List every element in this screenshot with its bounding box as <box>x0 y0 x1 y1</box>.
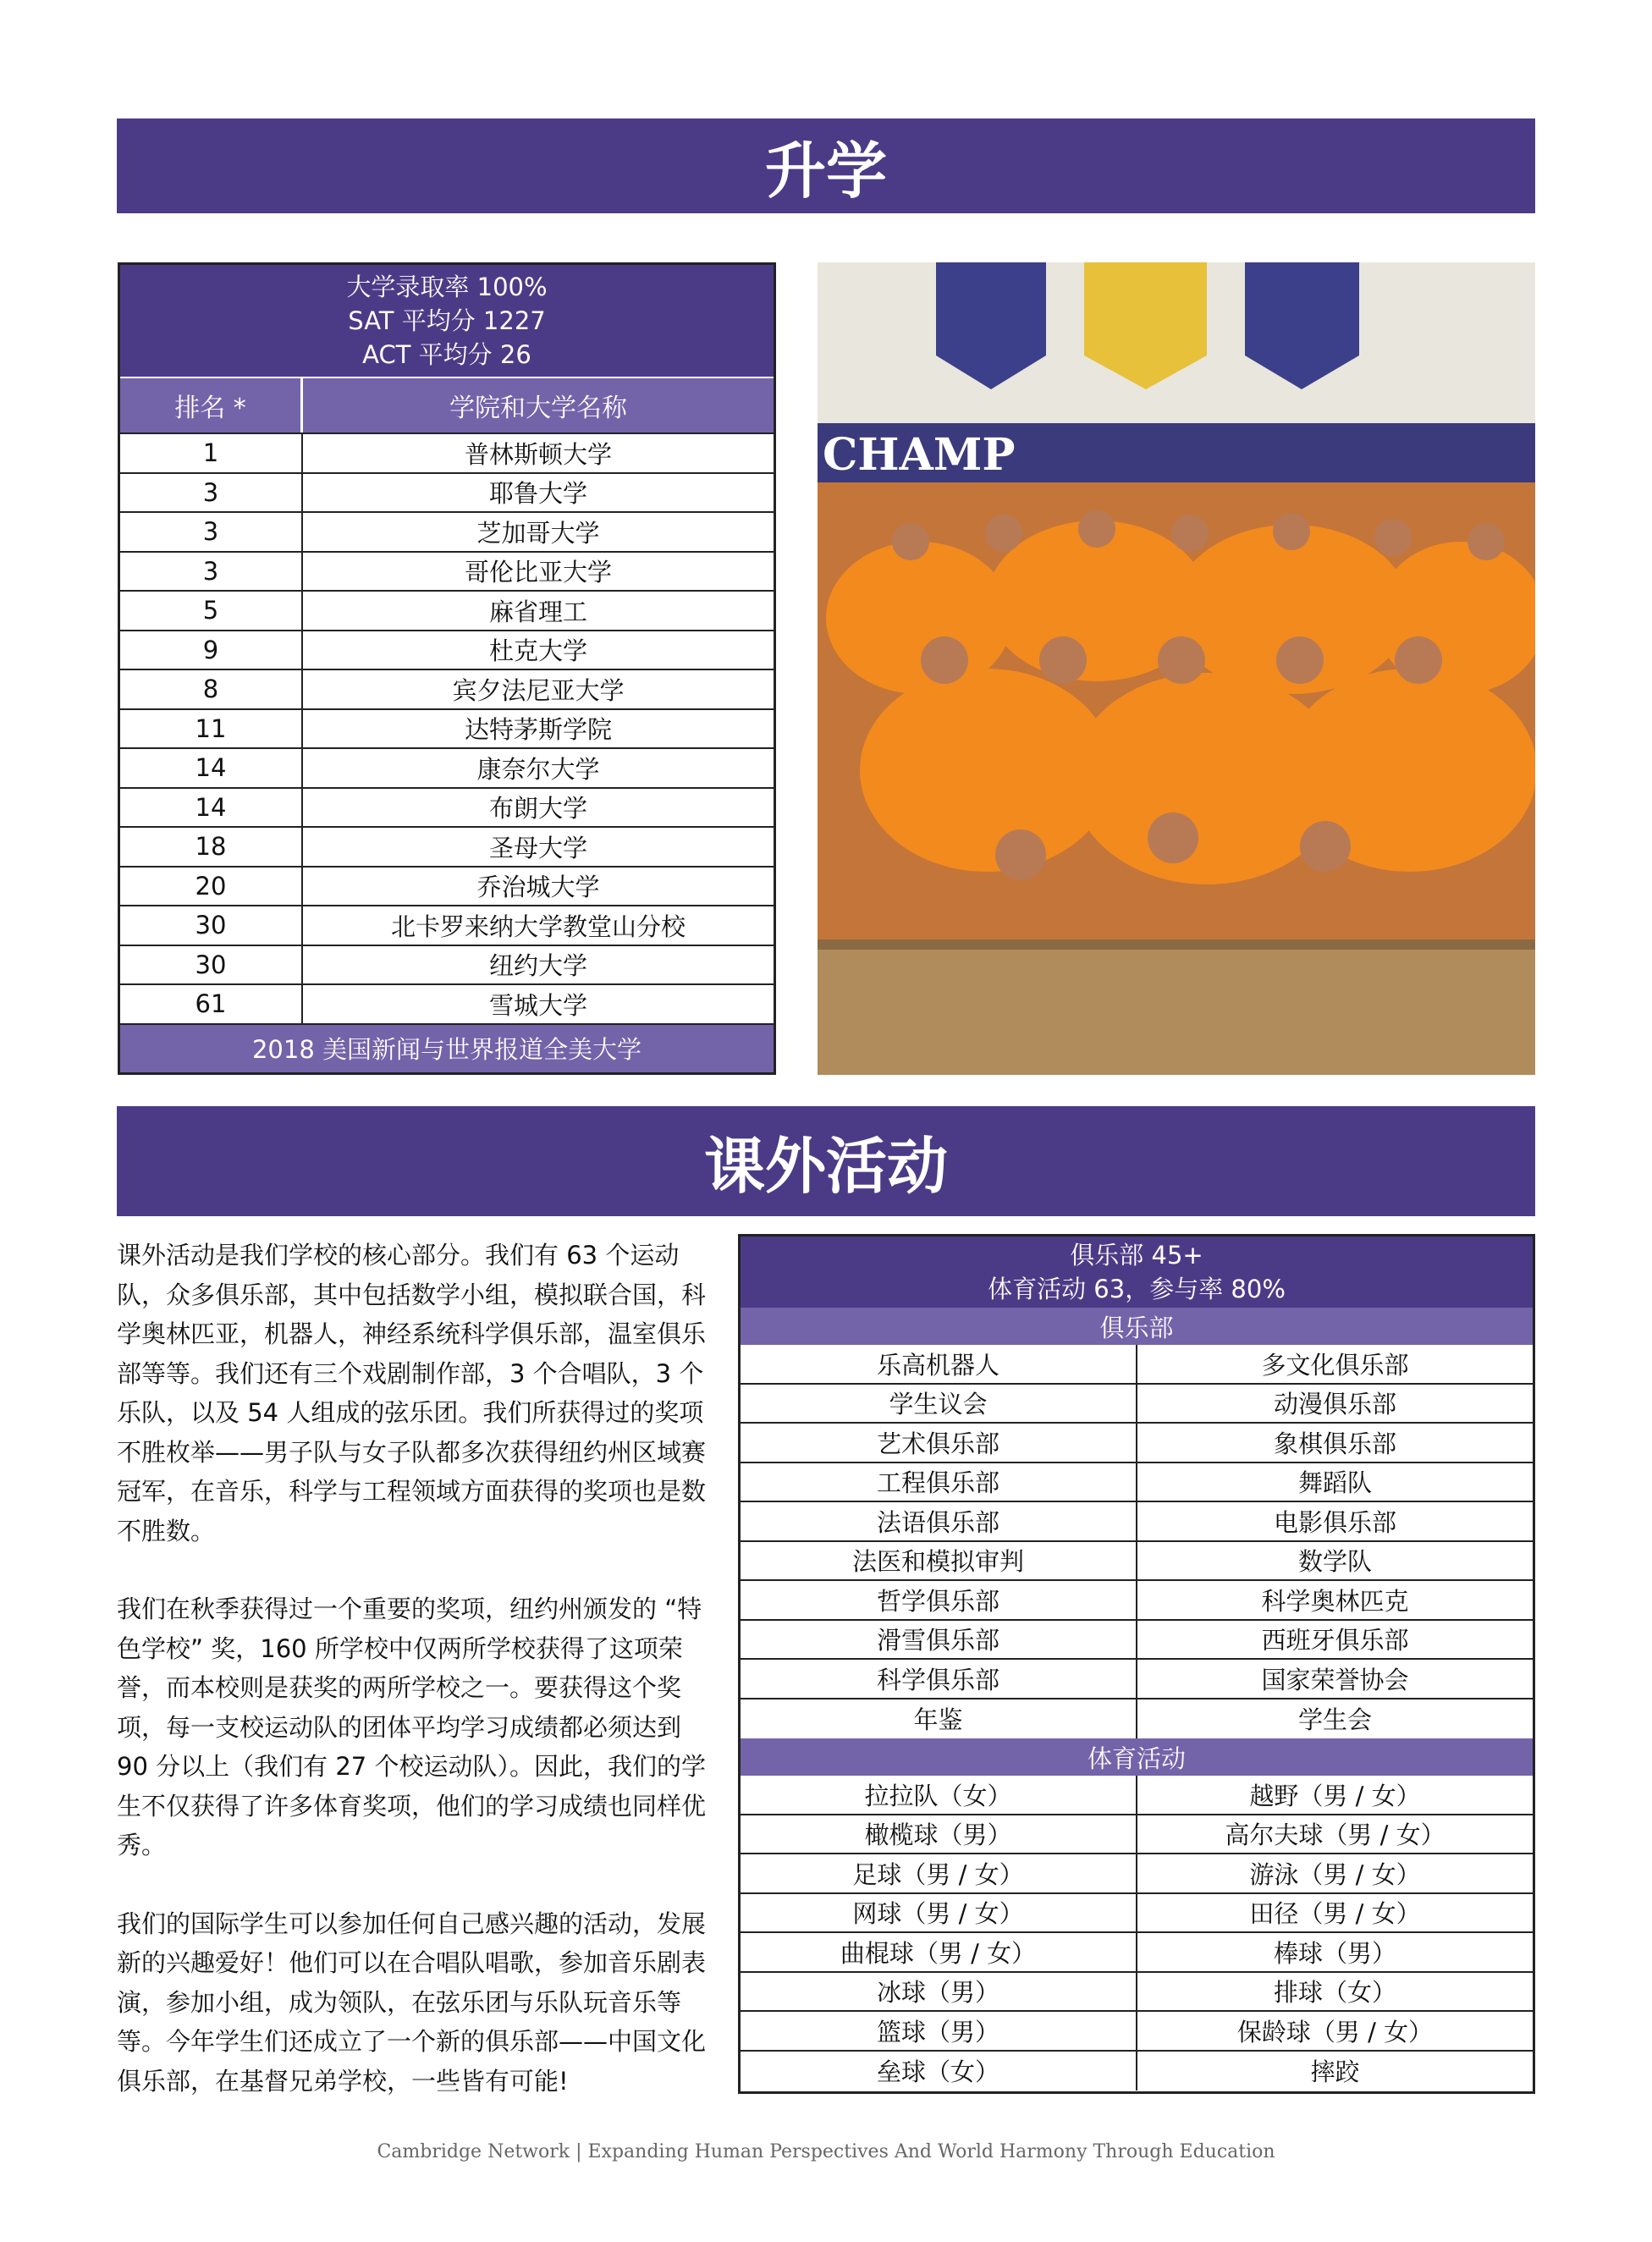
university-rows <box>120 432 774 1023</box>
club-cell-left: 年鉴 <box>741 1699 1137 1739</box>
rank-cell: 14 <box>120 789 303 827</box>
club-cell-right: 舞蹈队 <box>1297 1468 1372 1498</box>
clubs-heading: 俱乐部 <box>741 1308 1533 1345</box>
sports-heading: 体育活动 <box>741 1738 1533 1776</box>
club-cell-left: 科学俱乐部 <box>741 1660 1137 1698</box>
table-row <box>120 826 774 866</box>
club-cell-right: 国家荣誉协会 <box>1261 1665 1409 1694</box>
stat-sat-average: SAT 平均分 1227 <box>348 306 546 335</box>
rank-column-header: 排名 * <box>120 378 303 432</box>
sport-cell-right: 越野（男 / 女） <box>1249 1781 1421 1810</box>
university-name-cell: 雪城大学 <box>488 990 587 1020</box>
stat-acceptance-rate: 大学录取率 100% <box>346 273 548 301</box>
rank-cell: 30 <box>120 906 303 945</box>
university-name-cell: 麻省理工 <box>488 597 587 626</box>
activities-banner <box>117 1106 1535 1216</box>
sport-cell-left: 冰球（男） <box>741 1973 1137 2011</box>
table-row <box>120 432 774 472</box>
stat-act-average: ACT 平均分 26 <box>362 340 531 369</box>
club-cell-left: 法语俱乐部 <box>741 1502 1137 1540</box>
activities-description <box>117 1236 709 2140</box>
sport-cell-right: 田径（男 / 女） <box>1249 1899 1421 1929</box>
stat-sports-count: 体育活动 63，参与率 80% <box>988 1275 1286 1303</box>
table-row <box>741 1933 1533 1973</box>
table-row <box>741 1463 1533 1503</box>
sport-cell-right: 排球（女） <box>1273 1978 1396 2008</box>
rank-cell: 20 <box>120 868 303 906</box>
rank-cell: 1 <box>120 434 303 472</box>
table-row <box>741 1776 1533 1815</box>
table-row <box>741 1894 1533 1934</box>
club-cell-left: 工程俱乐部 <box>741 1463 1137 1501</box>
club-cell-left: 学生议会 <box>741 1385 1137 1423</box>
table-row <box>741 1699 1533 1739</box>
table-row <box>741 1581 1533 1621</box>
club-cell-right: 西班牙俱乐部 <box>1261 1626 1409 1655</box>
sport-cell-left: 橄榄球（男） <box>741 1815 1137 1854</box>
activities-table <box>738 1234 1535 2094</box>
table-row <box>120 945 774 984</box>
rank-cell: 18 <box>120 828 303 866</box>
rank-cell: 9 <box>120 631 303 669</box>
admissions-title: 升学 <box>764 135 887 207</box>
table-row <box>120 866 774 906</box>
table-row <box>741 1660 1533 1699</box>
club-cell-right: 学生会 <box>1297 1705 1372 1735</box>
rank-cell: 11 <box>120 710 303 748</box>
university-name-cell: 布朗大学 <box>488 794 587 824</box>
sport-cell-right: 游泳（男 / 女） <box>1249 1859 1421 1889</box>
sport-cell-right: 保龄球（男 / 女） <box>1236 2017 1434 2046</box>
sport-cell-left: 足球（男 / 女） <box>741 1854 1137 1892</box>
table-row <box>741 1973 1533 2013</box>
table-row <box>120 511 774 551</box>
rank-cell: 61 <box>120 985 303 1023</box>
table-row <box>120 905 774 945</box>
rank-cell: 3 <box>120 553 303 591</box>
sport-cell-right: 摔跤 <box>1310 2057 1360 2087</box>
admissions-banner <box>117 118 1535 213</box>
university-name-cell: 杜克大学 <box>488 636 587 666</box>
rank-cell: 8 <box>120 670 303 708</box>
table-row <box>120 983 774 1023</box>
sport-cell-right: 高尔夫球（男 / 女） <box>1225 1821 1446 1850</box>
club-cell-left: 滑雪俱乐部 <box>741 1621 1137 1659</box>
stat-clubs-count: 俱乐部 45+ <box>1070 1241 1203 1270</box>
paragraph-international: 我们的国际学生可以参加任何自己感兴趣的活动，发展新的兴趣爱好！他们可以在合唱队唱歌，参加音乐剧表演，参加小组，成为领队，在弦乐团与乐队玩音乐等等。今年学生们还成立了一个新的俱乐部——中国文化俱乐部，在基督兄弟学校，一些皆有可能! <box>117 1909 707 2096</box>
university-name-cell: 纽约大学 <box>488 951 587 981</box>
table-row <box>120 590 774 630</box>
sport-cell-left: 垒球（女） <box>741 2052 1137 2091</box>
rank-cell: 30 <box>120 946 303 984</box>
sports-list <box>741 1776 1533 2091</box>
club-cell-left: 法医和模拟审判 <box>741 1542 1137 1580</box>
university-name-cell: 耶鲁大学 <box>488 479 587 509</box>
university-name-cell: 康奈尔大学 <box>476 754 600 784</box>
club-cell-right: 电影俱乐部 <box>1273 1507 1396 1537</box>
club-cell-left: 哲学俱乐部 <box>741 1581 1137 1619</box>
club-cell-left: 艺术俱乐部 <box>741 1424 1137 1462</box>
sport-cell-left: 网球（男 / 女） <box>741 1894 1137 1932</box>
table-row <box>741 1854 1533 1894</box>
table-row <box>120 708 774 748</box>
paragraph-award: 我们在秋季获得过一个重要的奖项，纽约州颁发的 “特色学校” 奖，160 所学校中仅两所学校获得了这项荣誉，而本校则是获奖的两所学校之一。要获得这个奖项，每一支校运动队的团体平均学习成绩都必须达到 90 分以上（我们有 27 个校运动队）。因此，我们的学生不仅获得了许多体育奖项，他们的学习成绩也同样优秀。 <box>117 1595 707 1859</box>
table-row <box>741 1385 1533 1424</box>
university-name-cell: 圣母大学 <box>488 833 587 862</box>
table-row <box>120 747 774 787</box>
club-cell-right: 多文化俱乐部 <box>1261 1350 1409 1380</box>
table-row <box>741 2052 1533 2091</box>
activities-stats <box>741 1237 1533 1308</box>
university-name-cell: 芝加哥大学 <box>476 518 600 548</box>
table-row <box>120 630 774 669</box>
sport-cell-right: 棒球（男） <box>1273 1938 1396 1968</box>
table-row <box>741 1345 1533 1385</box>
university-name-cell: 哥伦比亚大学 <box>464 558 612 587</box>
university-table-header <box>120 377 774 432</box>
university-name-cell: 乔治城大学 <box>476 873 600 902</box>
table-row <box>741 1542 1533 1582</box>
table-row <box>120 669 774 708</box>
students-photo <box>818 262 1535 1075</box>
rank-cell: 3 <box>120 513 303 551</box>
university-table <box>118 262 776 1075</box>
name-column-header: 学院和大学名称 <box>449 394 627 423</box>
club-cell-right: 科学奥林匹克 <box>1261 1586 1409 1616</box>
rank-cell: 3 <box>120 474 303 512</box>
university-name-cell: 普林斯顿大学 <box>464 439 612 469</box>
table-row <box>741 1815 1533 1855</box>
table-row <box>120 787 774 827</box>
university-name-cell: 北卡罗来纳大学教堂山分校 <box>390 912 686 941</box>
clubs-list <box>741 1345 1533 1738</box>
paragraph-sports-clubs: 课外活动是我们学校的核心部分。我们有 63 个运动队，众多俱乐部，其中包括数学小组，模拟联合国，科学奥林匹亚，机器人，神经系统科学俱乐部，温室俱乐部等等。我们还有三个戏剧制作部，3 个合唱队，3 个乐队，以及 54 人组成的弦乐团。我们所获得过的奖项不胜枚举——男子队与女子队都多次获得纽约州区域赛冠军，在音乐，科学与工程领域方面获得的奖项也是数不胜数。 <box>117 1241 707 1545</box>
club-cell-right: 象棋俱乐部 <box>1273 1429 1396 1458</box>
table-row <box>741 1621 1533 1661</box>
club-cell-right: 数学队 <box>1297 1547 1372 1577</box>
table-row <box>741 2012 1533 2052</box>
club-cell-left: 乐高机器人 <box>741 1345 1137 1383</box>
university-name-cell: 达特茅斯学院 <box>464 715 612 745</box>
admissions-stats <box>120 265 774 377</box>
sport-cell-left: 拉拉队（女） <box>741 1776 1137 1814</box>
club-cell-right: 动漫俱乐部 <box>1273 1390 1396 1419</box>
table-row <box>120 551 774 591</box>
sport-cell-left: 曲棍球（男 / 女） <box>741 1933 1137 1971</box>
sport-cell-left: 篮球（男） <box>741 2012 1137 2050</box>
university-name-cell: 宾夕法尼亚大学 <box>452 675 625 705</box>
rank-cell: 14 <box>120 749 303 787</box>
table-row <box>741 1424 1533 1463</box>
table-row <box>120 472 774 512</box>
table-row <box>741 1502 1533 1542</box>
page-footer: Cambridge Network | Expanding Human Perspectives And World Harmony Through Education <box>377 2141 1275 2162</box>
ranking-footnote: 2018 美国新闻与世界报道全美大学 <box>120 1023 774 1073</box>
photo-wall-text: CHAMP <box>823 429 1016 481</box>
activities-title: 课外活动 <box>703 1131 948 1202</box>
rank-cell: 5 <box>120 592 303 630</box>
